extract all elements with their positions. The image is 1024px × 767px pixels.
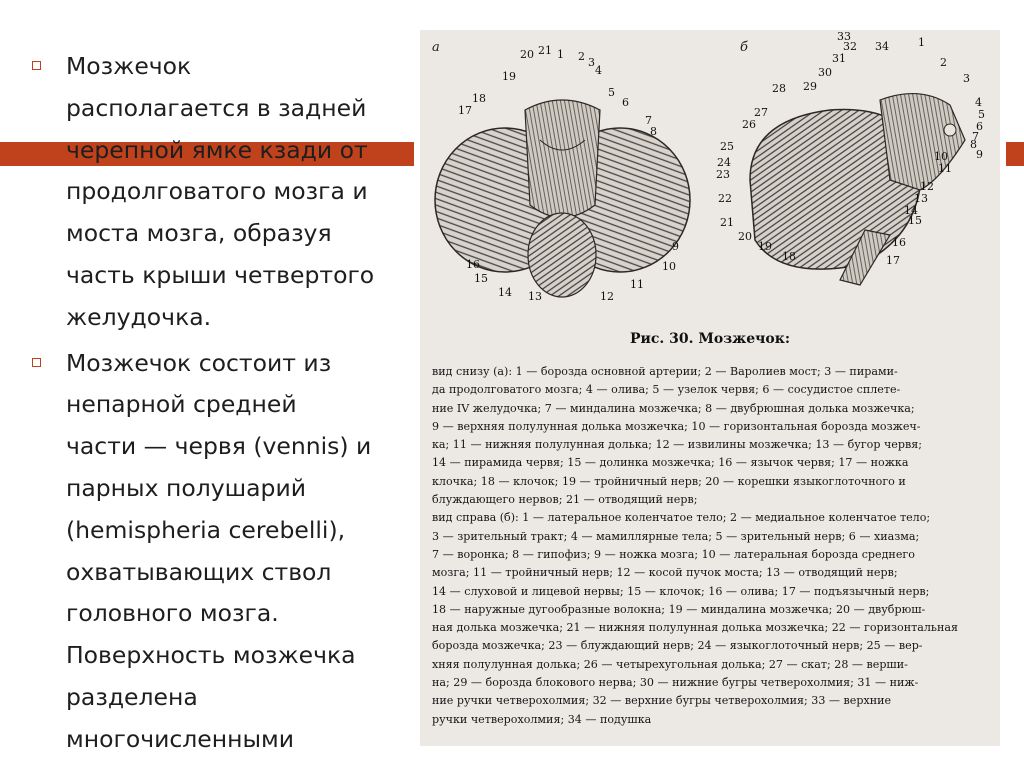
text-line: Мозжечок состоит из: [66, 348, 332, 377]
square-bullet-icon: [32, 61, 41, 70]
callout-number: 34: [875, 40, 889, 53]
accent-bar-right: [1006, 142, 1024, 166]
callout-number: 5: [978, 108, 985, 121]
legend-line: хняя полулунная долька; 26 — четырехугольная долька; 27 — скат; 28 — верши-: [432, 657, 908, 671]
callout-number: 13: [914, 192, 928, 205]
callout-number: 9: [976, 148, 983, 161]
text-line: черепной ямке кзади от: [66, 135, 368, 164]
legend-line: 18 — наружные дугообразные волокна; 19 — миндалина мозжечка; 20 — двубрюш-: [432, 602, 926, 616]
legend-line: мозга; 11 — тройничный нерв; 12 — косой пучок моста; 13 — отводящий нерв;: [432, 566, 898, 580]
slide-text: [28, 46, 420, 761]
callout-number: 15: [474, 272, 488, 285]
text-line: парных полушарий: [66, 473, 307, 502]
callout-number: 10: [662, 260, 676, 273]
square-bullet-icon: [32, 358, 41, 367]
callout-number: 30: [818, 66, 832, 79]
legend-line: да продолговатого мозга; 4 — олива; 5 — узелок червя; 6 — сосудистое сплете-: [432, 383, 901, 397]
text-line: часть крыши четвертого: [66, 260, 375, 289]
callout-number: 18: [782, 250, 796, 263]
callout-number: 27: [754, 106, 768, 119]
callout-number: 26: [742, 118, 756, 131]
callout-number: 20: [520, 48, 534, 61]
callout-number: 7: [645, 114, 652, 127]
legend-line: ка; 11 — нижняя полулунная долька; 12 — извилины мозжечка; 13 — бугор червя;: [432, 438, 922, 452]
text-line: (hemispheria cerebelli),: [66, 515, 346, 544]
callout-number: 23: [716, 168, 730, 181]
text-line: Мозжечок: [66, 52, 192, 80]
legend-line: вид снизу (а): 1 — борозда основной артерии; 2 — Варолиев мост; 3 — пирами-: [432, 365, 898, 378]
callout-number: 11: [630, 278, 644, 291]
callout-number: 24: [717, 156, 731, 169]
callout-number: 28: [772, 82, 786, 95]
figure-caption-title: Рис. 30. Мозжечок:: [629, 331, 791, 347]
callout-number: 3: [963, 72, 970, 85]
figure-legend: [432, 363, 996, 729]
callout-number: 14: [904, 204, 918, 217]
callout-number: 5: [608, 86, 615, 99]
legend-line: блуждающего нервов; 21 — отводящий нерв;: [432, 493, 698, 507]
legend-line: клочка; 18 — клочок; 19 — тройничный нерв; 20 — корешки языкоглоточного и: [432, 474, 906, 488]
callout-number: 15: [908, 214, 922, 227]
callout-number: 32: [843, 40, 857, 53]
bullet-1-text: [66, 46, 420, 339]
panel-b-letter: б: [740, 40, 748, 55]
legend-line: ная долька мозжечка; 21 — нижняя полулунная долька мозжечка; 22 — горизонтальная: [432, 621, 958, 635]
callout-number: 19: [502, 70, 516, 83]
callout-number: 10: [934, 150, 948, 163]
callout-number: 9: [672, 240, 679, 253]
callout-number: 14: [498, 286, 512, 299]
text-line: многочисленными: [66, 724, 295, 753]
callout-number: 17: [886, 254, 900, 267]
callout-number: 4: [595, 64, 602, 77]
bullet-2: [28, 343, 420, 761]
legend-line: на; 29 — борозда блокового нерва; 30 — нижние бугры четверохолмия; 31 — ниж-: [432, 676, 919, 690]
callout-number: 33: [837, 30, 851, 43]
text-line: разделена: [66, 682, 198, 711]
legend-line: 3 — зрительный тракт; 4 — мамиллярные тела; 5 — зрительный нерв; 6 — хиазма;: [432, 529, 920, 543]
callout-number: 21: [538, 44, 552, 57]
panel-a-letter: а: [432, 40, 440, 55]
legend-line: 7 — воронка; 8 — гипофиз; 9 — ножка мозга; 10 — латеральная борозда среднего: [432, 547, 915, 561]
callout-number: 2: [578, 50, 585, 63]
text-line: располагается в задней: [66, 93, 367, 122]
callout-number: 16: [466, 258, 480, 271]
legend-line: 9 — верхняя полулунная долька мозжечка; 10 — горизонтальная борозда мозжеч-: [432, 419, 921, 433]
callout-number: 7: [972, 130, 979, 143]
text-line: Поверхность мозжечка: [66, 641, 356, 670]
callout-number: 13: [528, 290, 542, 303]
text-line: части — червя (vennis) и: [66, 432, 372, 461]
legend-line: ручки четверохолмия; 34 — подушка: [432, 712, 652, 726]
text-line: головного мозга.: [66, 599, 279, 628]
legend-line: вид справа (б): 1 — латеральное коленчатое тело; 2 — медиальное коленчатое тело;: [432, 511, 931, 525]
callout-number: 12: [600, 290, 614, 303]
legend-line: ние ручки четверохолмия; 32 — верхние бугры четверохолмия; 33 — верхние: [432, 694, 892, 708]
callout-number: 29: [803, 80, 817, 93]
callout-number: 19: [758, 240, 772, 253]
callout-number: 3: [588, 56, 595, 69]
callout-number: 12: [920, 180, 934, 193]
callout-number: 6: [622, 96, 629, 109]
callout-number: 20: [738, 230, 752, 243]
text-line: моста мозга, образуя: [66, 219, 332, 248]
text-line: продолговатого мозга и: [66, 177, 368, 206]
callout-number: 22: [718, 192, 732, 205]
bullet-1: [28, 46, 420, 339]
callout-number: 18: [472, 92, 486, 105]
text-line: охватывающих ствол: [66, 557, 332, 586]
callout-number: 16: [892, 236, 906, 249]
legend-line: борозда мозжечка; 23 — блуждающий нерв; 24 — языкоглоточный нерв; 25 — вер-: [432, 639, 923, 653]
callout-number: 1: [557, 48, 564, 61]
callout-number: 8: [970, 138, 977, 151]
callout-number: 21: [720, 216, 734, 229]
textbook-figure-scan: [420, 30, 1000, 746]
text-line: непарной средней: [66, 390, 297, 419]
callout-number: 4: [975, 96, 982, 109]
callout-number: 8: [650, 125, 657, 138]
callout-number: 1: [918, 36, 925, 49]
callout-number: 17: [458, 104, 472, 117]
callout-number: 2: [940, 56, 947, 69]
legend-line: 14 — слуховой и лицевой нервы; 15 — клочок; 16 — олива; 17 — подъязычный нерв;: [432, 584, 930, 598]
callout-number: 25: [720, 140, 734, 153]
callout-number: 6: [976, 120, 983, 133]
callout-number: 11: [938, 162, 952, 175]
legend-line: ние IV желудочка; 7 — миндалина мозжечка; 8 — двубрюшная долька мозжечка;: [432, 401, 915, 415]
legend-line: 14 — пирамида червя; 15 — долинка мозжечка; 16 — язычок червя; 17 — ножка: [432, 456, 909, 470]
bullet-2-text: [66, 343, 420, 761]
text-line: желудочка.: [66, 302, 212, 331]
callout-number: 31: [832, 52, 846, 65]
